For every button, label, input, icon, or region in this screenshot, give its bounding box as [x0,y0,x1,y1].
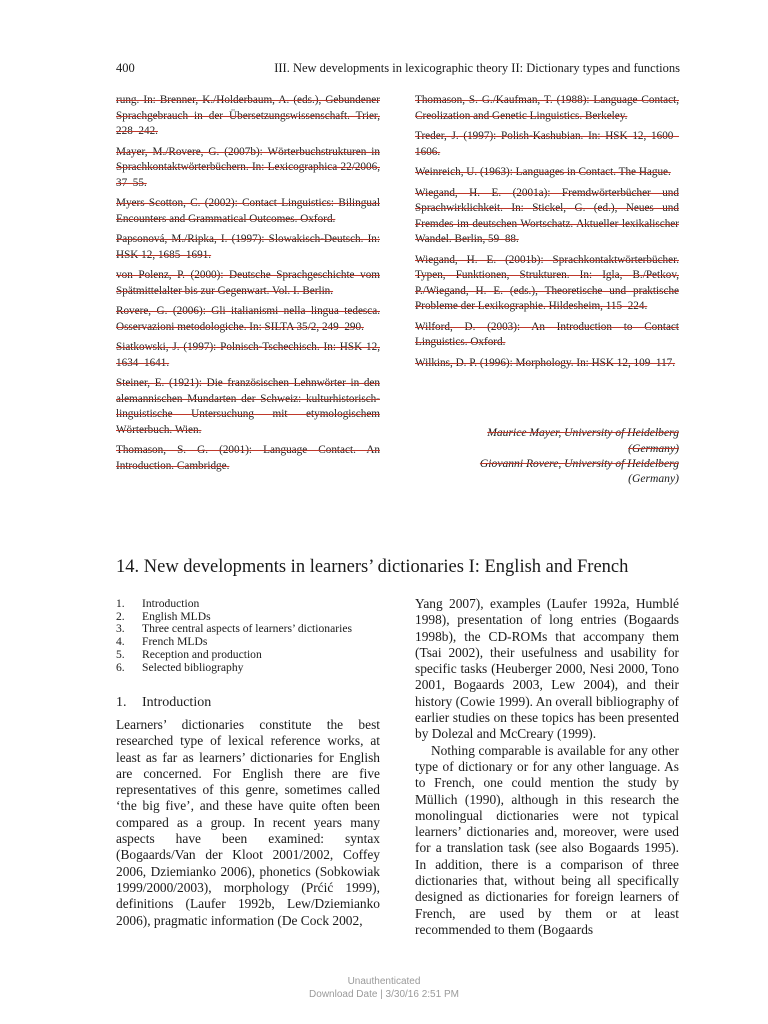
toc-label: Selected bibliography [142,660,244,674]
page-number: 400 [116,61,135,75]
reference-entry: Wilkins, D. P. (1996): Morphology. In: HSK 12, 109–117. [415,356,676,369]
download-watermark [0,975,768,1001]
references-right-column [415,93,679,376]
toc-number: 1. [116,597,125,610]
watermark-line-2: Download Date | 3/30/16 2:51 PM [309,989,459,1000]
toc-label: Three central aspects of learners’ dictionaries [142,622,352,636]
reference-entry: Myers Scotton, C. (2002): Contact Linguistics: Bilingual Encounters and Grammatical Outcomes. Oxford. [116,197,380,225]
toc-number: 2. [116,609,125,623]
reference-entry: Papsonová, M./Ripka, I. (1997): Slowakisch-Deutsch. In: HSK 12, 1685–1691. [116,233,380,261]
reference-entry: Mayer, M./Rovere, G. (2007b): Wörterbuchstrukturen in Sprachkontaktwörterbüchern. In: Lexicographica 22/2006, 37–55. [116,145,380,189]
reference-entry: Thomason, S. G./Kaufman, T. (1988): Language Contact, Creolization and Genetic Linguistics. Berkeley. [415,94,679,122]
reference-entry: von Polenz, P. (2000): Deutsche Sprachgeschichte vom Spätmittelalter bis zur Gegenwart. Vol. I. Berlin. [116,269,380,297]
reference-entry: Weinreich, U. (1963): Languages in Contact. The Hague. [415,166,671,178]
running-head-title: III. New developments in lexicographic theory II: Dictionary types and functions [274,61,680,75]
toc-item [116,662,396,675]
toc-label: Reception and production [142,647,262,661]
reference-entry: Wiegand, H. E. (2001a): Fremdwörterbücher und Sprachwirklichkeit. In: Stickel, G. (ed.), Neues und Fremdes im deutschen Wortschatz. Aktueller lexikalischer Wandel. Berlin, 59–88. [415,186,679,245]
reference-entry: Wiegand, H. E. (2001b): Sprachkontaktwörterbücher. Typen, Funktionen, Strukturen. In: Igla, B./Petkov, P./Wiegand, H. E. (eds.), Theoretische und praktische Probleme der Lexikographie. Hildesheim, 115–224. [415,253,679,312]
toc-number: 5. [116,647,125,661]
reference-entry: Rovere, G. (2006): Gli italianismi nella lingua tedesca. Osservazioni metodologiche. In: SILTA 35/2, 249–290. [116,305,380,333]
toc-item [116,598,396,611]
body-paragraph: Yang 2007), examples (Laufer 1992a, Humblé 1998), presentation of long entries (Bogaards 1998b), the CD-ROMs that accompany them (Tsai 2002), their usefulness and usability for specific tasks (Heuberger 2000, Nesi 2000, Tono 2001, Bogaards 2003, Lew 2004), and their history (Cowie 1999). An overall bibliography of earlier studies on these topics has been presented by Dolezal and McCreary (1999). [415,596,679,742]
toc-number: 3. [116,622,125,636]
reference-entry: rung. In: Brenner, K./Holderbaum, A. (eds.), Gebundener Sprachgebrauch in der Übersetzungswissenschaft. Trier, 228–242. [116,94,380,137]
reference-entry: Thomason, S. G. (2001): Language Contact. An Introduction. Cambridge. [116,444,380,472]
toc-number: 4. [116,635,125,649]
body-text-right [415,596,679,938]
toc-item [116,649,396,662]
body-paragraph: Nothing comparable is available for any other type of dictionary or for any other language. As to French, one could mention the study by Müllich (1990), although in this research the monolingual dictionaries were not typical learners’ dictionaries and, moreover, were used for a translation task (see also Bogaards 1995). In addition, there is a comparison of three dictionaries that, without being all specifically designed as dictionaries for foreign learners of French, are used by them or at least recommended to them (Bogaards [415,742,679,937]
author-country-1: (Germany) [628,442,679,455]
author-affiliation-1: Maurice Mayer, University of Heidelberg [487,426,679,439]
author-affiliation-2: Giovanni Rovere, University of Heidelberg [479,457,679,470]
section-title: Introduction [142,695,212,710]
reference-entry: Treder, J. (1997): Polish-Kashubian. In: HSK 12, 1600–1606. [415,130,679,158]
body-text-left: Learners’ dictionaries constitute the best researched type of lexical reference works, at least as far as learners’ dictionaries for English are concerned. For English there are five representatives of this genre, sometimes called ‘the big five’, and these have quite often been compared as a group. In recent years many aspects have been examined: syntax (Bogaards/Van der Kloot 2001/2002, Coffey 2006, Dziemianko 2006), phonetics (Sobkowiak 1999/2000/2003), morphology (Prćić 1999), definitions (Laufer 1992b, Lew/Dziemianko 2006), pragmatic information (De Cock 2002, [116,717,380,928]
reference-entry: Siatkowski, J. (1997): Polnisch-Tschechisch. In: HSK 12, 1634–1641. [116,341,380,369]
toc-label: French MLDs [142,635,208,649]
section-number: 1. [116,695,127,710]
toc-label: Introduction [142,597,200,610]
watermark-line-1: Unauthenticated [347,976,421,987]
reference-entry: Steiner, E. (1921): Die französischen Lehnwörter in den alemannischen Mundarten der Schweiz: kulturhistorisch-linguistische Untersuchung mit etymologischem Wörterbuch. Wien. [116,377,380,436]
chapter-title: 14. New developments in learners’ dictionaries I: English and French [116,557,629,577]
toc-number: 6. [116,660,125,674]
table-of-contents [116,598,396,674]
author-country-2: (Germany) [628,472,679,485]
reference-entry: Wilford, D. (2003): An Introduction to Contact Linguistics. Oxford. [415,320,679,348]
toc-item [116,636,396,649]
toc-label: English MLDs [142,609,211,623]
references-left-column [116,93,380,479]
section-heading [116,694,380,712]
